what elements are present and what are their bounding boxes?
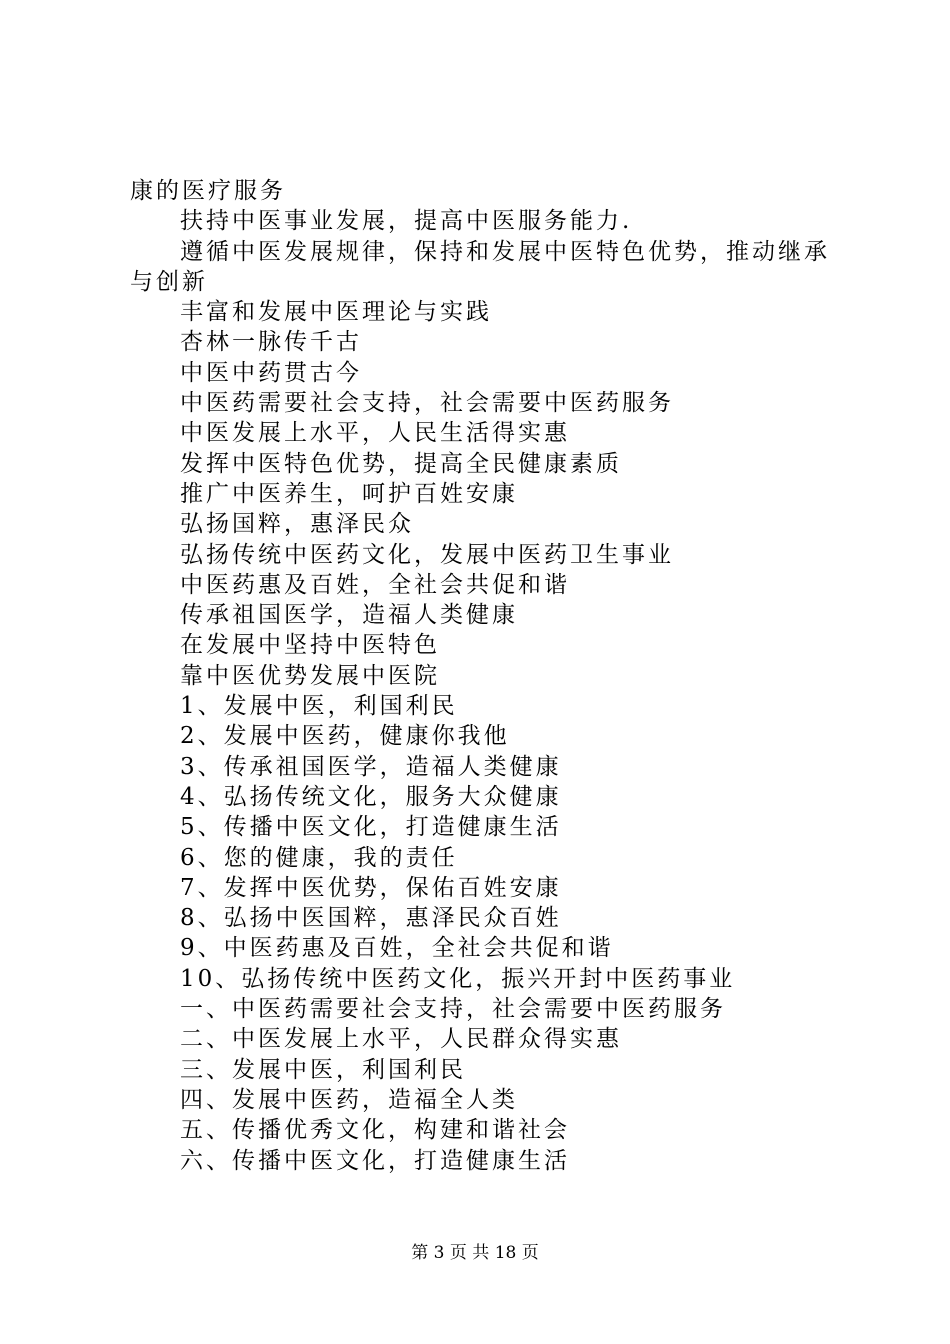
text-line: 3、传承祖国医学，造福人类健康 bbox=[180, 753, 562, 780]
body-text bbox=[130, 176, 830, 1176]
text-line: 康的医疗服务 bbox=[130, 178, 286, 204]
text-line: 2、发展中医药，健康你我他 bbox=[180, 723, 510, 750]
text-line: 1、发展中医，利国利民 bbox=[180, 693, 458, 720]
text-line: 在发展中坚持中医特色 bbox=[180, 632, 440, 659]
text-line: 6、您的健康，我的责任 bbox=[180, 844, 458, 871]
text-line: 9、中医药惠及百姓，全社会共促和谐 bbox=[180, 935, 614, 962]
text-line: 中医发展上水平，人民生活得实惠 bbox=[180, 420, 570, 447]
text-line: 弘扬传统中医药文化，发展中医药卫生事业 bbox=[180, 541, 674, 568]
text-line: 三、发展中医，利国利民 bbox=[180, 1056, 466, 1083]
text-line: 杏林一脉传千古 bbox=[180, 329, 362, 356]
text-line: 遵循中医发展规律，保持和发展中医特色优势，推动继承 bbox=[180, 238, 830, 265]
text-line: 一、中医药需要社会支持，社会需要中医药服务 bbox=[180, 996, 726, 1023]
text-line: 7、发挥中医优势，保佑百姓安康 bbox=[180, 874, 562, 901]
text-line: 六、传播中医文化，打造健康生活 bbox=[180, 1147, 570, 1174]
text-line: 二、中医发展上水平，人民群众得实惠 bbox=[180, 1026, 622, 1053]
text-line: 靠中医优势发展中医院 bbox=[180, 662, 440, 689]
text-line: 推广中医养生，呵护百姓安康 bbox=[180, 480, 518, 507]
text-line: 与创新 bbox=[130, 268, 208, 295]
text-line: 五、传播优秀文化，构建和谐社会 bbox=[180, 1117, 570, 1144]
page-footer: 第 3 页 共 18 页 bbox=[411, 1243, 539, 1263]
text-line: 发挥中医特色优势，提高全民健康素质 bbox=[180, 450, 622, 477]
text-line: 弘扬国粹，惠泽民众 bbox=[180, 511, 414, 538]
text-line: 中医中药贯古今 bbox=[180, 359, 362, 386]
text-line: 中医药需要社会支持，社会需要中医药服务 bbox=[180, 390, 674, 417]
text-line: 传承祖国医学，造福人类健康 bbox=[180, 602, 518, 629]
text-line: 5、传播中医文化，打造健康生活 bbox=[180, 814, 562, 841]
text-line: 8、弘扬中医国粹，惠泽民众百姓 bbox=[180, 905, 562, 932]
text-line: 扶持中医事业发展，提高中医服务能力. bbox=[180, 208, 633, 235]
text-line: 中医药惠及百姓，全社会共促和谐 bbox=[180, 571, 570, 598]
text-line: 丰富和发展中医理论与实践 bbox=[180, 299, 492, 326]
text-line: 4、弘扬传统文化，服务大众健康 bbox=[180, 783, 562, 810]
text-line: 10、弘扬传统中医药文化，振兴开封中医药事业 bbox=[180, 965, 736, 992]
text-line: 四、发展中医药，造福全人类 bbox=[180, 1086, 518, 1113]
